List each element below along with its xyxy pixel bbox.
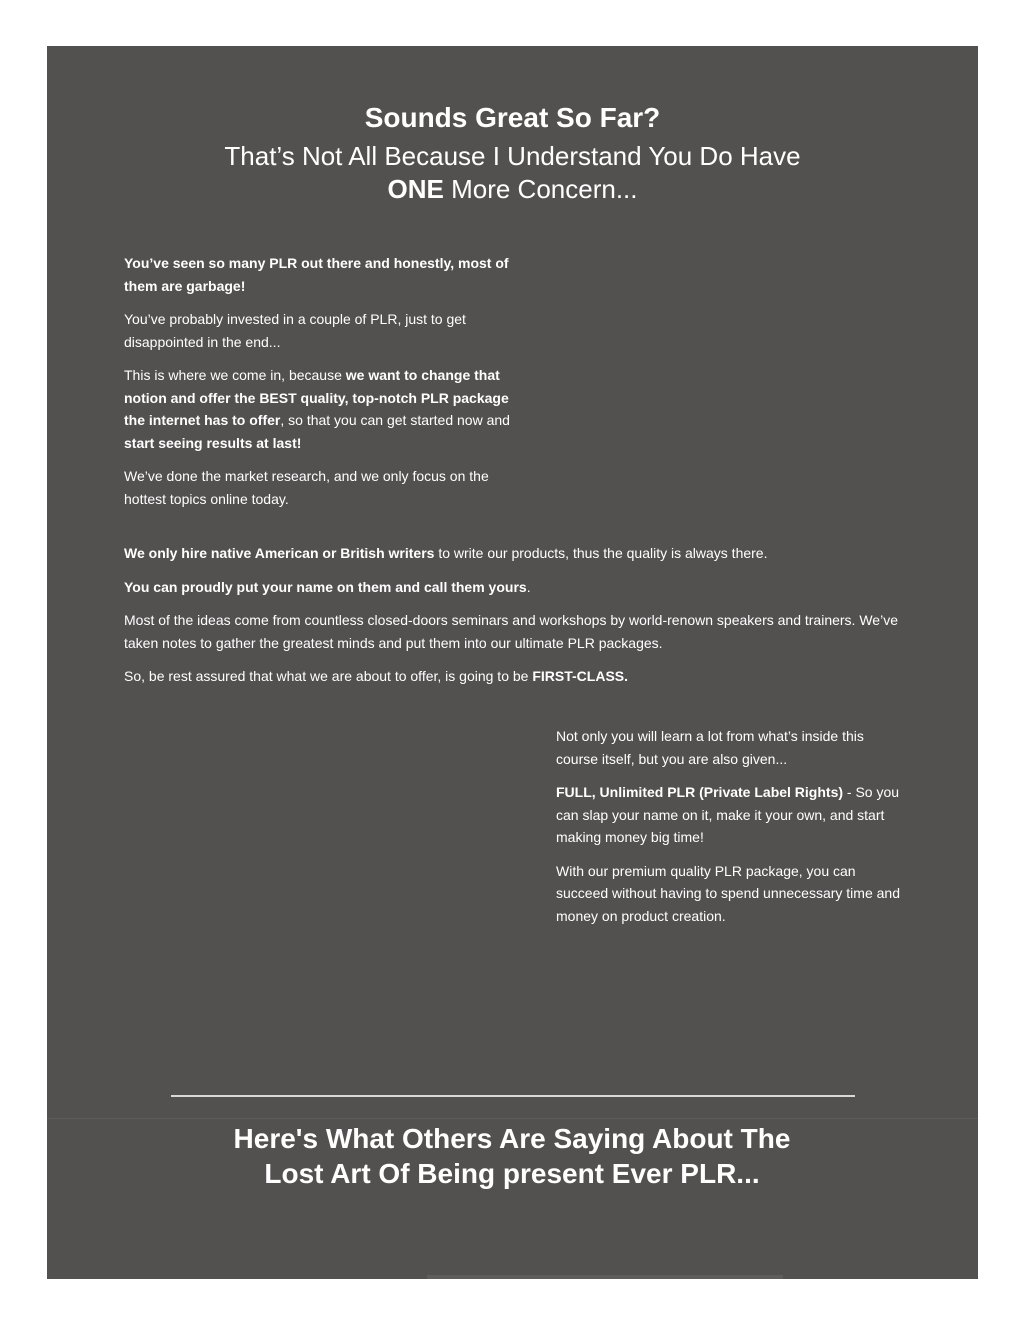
text: .	[526, 578, 531, 595]
testimonials-heading: Here's What Others Are Saying About The Lost Art Of Being present Ever PLR...	[233, 1123, 791, 1189]
text: , so that you can get started now and	[280, 412, 510, 428]
bold-text: start seeing results at last!	[124, 434, 302, 451]
band-separator	[47, 1118, 978, 1119]
paragraph	[124, 364, 514, 454]
bold-text: FIRST-CLASS.	[532, 668, 629, 684]
paragraph: Most of the ideas come from countless closed-doors seminars and workshops by world-renown speakers and trainers. We’ve taken notes to gather the greatest minds and put them into our ultimate PLR packages.	[124, 612, 898, 651]
sales-section	[47, 46, 978, 1279]
paragraph	[124, 542, 914, 565]
section-headline	[47, 100, 978, 206]
bold-text: we want to change that notion and offer the BEST quality, top-notch PLR package the internet has to offer	[124, 367, 509, 428]
bottom-strip	[427, 1275, 783, 1279]
full-width-text	[124, 542, 914, 699]
section-subtitle	[47, 140, 978, 206]
left-text-column	[124, 252, 514, 521]
paragraph	[124, 665, 914, 688]
text: - So you can slap your name on it, make it your own, and start making money big time!	[556, 784, 900, 845]
paragraph: With our premium quality PLR package, you can succeed without having to spend unnecessary time and money on product creation.	[556, 862, 900, 924]
bold-text: We only hire native American or British writers	[124, 545, 435, 561]
right-text-column	[556, 725, 906, 938]
section-divider	[171, 1095, 855, 1097]
subtitle-emphasis: ONE	[387, 174, 444, 204]
bold-text: You can proudly put your name on them and call them yours	[124, 578, 527, 595]
paragraph: You’ve probably invested in a couple of PLR, just to get disappointed in the end...	[124, 311, 466, 350]
section-title: Sounds Great So Far?	[364, 102, 661, 133]
bold-text: FULL, Unlimited PLR (Private Label Rights)	[556, 784, 844, 800]
text: So, be rest assured that what we are about to offer, is going to be	[124, 668, 533, 684]
bold-text: You’ve seen so many PLR out there and honestly, most of them are garbage!	[124, 255, 509, 294]
text: to write our products, thus the quality is always there.	[434, 545, 768, 561]
paragraph	[124, 576, 914, 599]
paragraph	[124, 252, 514, 297]
text: This is where we come in, because	[124, 367, 346, 383]
paragraph: We’ve done the market research, and we only focus on the hottest topics online today.	[124, 468, 489, 507]
paragraph: Not only you will learn a lot from what’s inside this course itself, but you are also given...	[556, 728, 864, 767]
subtitle-line-2: More Concern...	[451, 174, 638, 204]
paragraph	[556, 781, 906, 849]
subtitle-line-1: That’s Not All Because I Understand You Do Have	[224, 141, 801, 171]
